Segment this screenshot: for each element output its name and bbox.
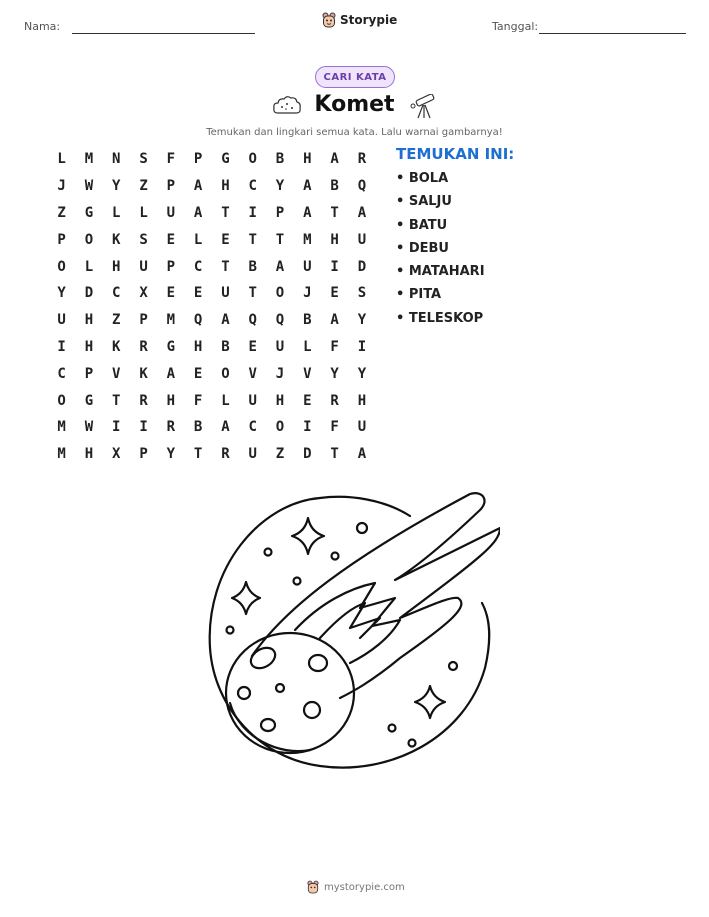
word-list-item: • PITA <box>396 287 442 303</box>
grid-cell[interactable]: C <box>193 258 203 275</box>
grid-cell[interactable]: U <box>139 258 148 275</box>
grid-cell[interactable]: O <box>275 419 285 436</box>
grid-cell[interactable]: B <box>193 419 203 436</box>
grid-cell[interactable]: E <box>330 285 339 302</box>
grid-cell[interactable]: O <box>221 365 230 382</box>
grid-cell[interactable]: H <box>193 338 203 355</box>
grid-cell[interactable]: T <box>221 258 230 275</box>
word-list-item: • DEBU <box>396 240 449 256</box>
grid-cell[interactable]: Y <box>166 446 176 463</box>
grid-cell[interactable]: Z <box>275 446 285 463</box>
grid-cell[interactable]: S <box>139 151 148 168</box>
grid-row <box>48 441 376 468</box>
grid-cell[interactable]: O <box>248 151 257 168</box>
grid-row <box>48 387 376 414</box>
grid-cell[interactable]: A <box>221 419 230 436</box>
grid-cell[interactable]: T <box>248 285 257 302</box>
grid-cell[interactable]: E <box>221 231 230 248</box>
grid-cell[interactable]: T <box>112 392 121 409</box>
word-list-title: TEMUKAN INI: <box>396 145 515 163</box>
grid-cell[interactable]: T <box>275 231 285 248</box>
grid-cell[interactable]: Q <box>193 312 203 329</box>
grid-cell[interactable]: B <box>303 312 312 329</box>
grid-cell[interactable]: L <box>221 392 230 409</box>
page-title: Komet <box>314 92 395 117</box>
grid-cell[interactable]: U <box>166 204 176 221</box>
grid-cell[interactable]: N <box>112 151 121 168</box>
grid-cell[interactable]: P <box>166 178 176 195</box>
grid-cell[interactable]: G <box>166 338 176 355</box>
grid-cell[interactable]: L <box>303 338 312 355</box>
brand <box>322 12 397 28</box>
grid-cell[interactable]: H <box>84 338 94 355</box>
grid-cell[interactable]: P <box>139 446 148 463</box>
grid-cell[interactable]: P <box>275 204 285 221</box>
grid-cell[interactable]: A <box>193 204 203 221</box>
grid-cell[interactable]: O <box>57 392 66 409</box>
grid-cell[interactable]: U <box>357 231 367 248</box>
date-label: Tanggal: <box>492 20 539 33</box>
grid-cell[interactable]: I <box>248 204 257 221</box>
word-list-item: • TELESKOP <box>396 310 484 326</box>
grid-row <box>48 280 376 307</box>
grid-cell[interactable]: Z <box>112 312 121 329</box>
grid-cell[interactable]: C <box>112 285 121 302</box>
grid-cell[interactable]: A <box>221 312 230 329</box>
grid-row <box>48 146 376 173</box>
grid-cell[interactable]: I <box>139 419 148 436</box>
grid-cell[interactable]: E <box>166 285 176 302</box>
instructions: Temukan dan lingkari semua kata. Lalu warnai gambarnya! <box>206 127 503 138</box>
grid-row <box>48 360 376 387</box>
grid-cell[interactable]: O <box>275 285 285 302</box>
grid-cell[interactable]: K <box>112 338 121 355</box>
grid-cell[interactable]: R <box>166 419 176 436</box>
grid-cell[interactable]: T <box>330 204 339 221</box>
grid-cell[interactable]: W <box>84 419 94 436</box>
grid-cell[interactable]: C <box>248 178 257 195</box>
grid-cell[interactable]: B <box>330 178 339 195</box>
grid-cell[interactable]: T <box>248 231 257 248</box>
grid-cell[interactable]: A <box>330 151 339 168</box>
grid-cell[interactable]: A <box>303 204 312 221</box>
grid-cell[interactable]: H <box>303 151 312 168</box>
grid-cell[interactable]: H <box>112 258 121 275</box>
grid-cell[interactable]: C <box>248 419 257 436</box>
grid-cell[interactable]: P <box>166 258 176 275</box>
grid-cell[interactable]: J <box>303 285 312 302</box>
grid-cell[interactable]: V <box>303 365 312 382</box>
grid-cell[interactable]: F <box>193 392 203 409</box>
grid-cell[interactable]: Q <box>275 312 285 329</box>
grid-cell[interactable]: M <box>84 151 94 168</box>
grid-cell[interactable]: I <box>57 338 66 355</box>
grid-cell[interactable]: Y <box>357 312 367 329</box>
grid-cell[interactable]: L <box>193 231 203 248</box>
grid-cell[interactable]: X <box>139 285 148 302</box>
grid-cell[interactable]: B <box>221 338 230 355</box>
storypie-logo-icon <box>322 12 336 28</box>
grid-cell[interactable]: Q <box>357 178 367 195</box>
grid-cell[interactable]: R <box>221 446 230 463</box>
grid-cell[interactable]: M <box>57 419 66 436</box>
grid-cell[interactable]: H <box>221 178 230 195</box>
grid-cell[interactable]: R <box>139 338 148 355</box>
word-search-badge: CARI KATA <box>315 66 395 88</box>
grid-row <box>48 200 376 227</box>
letter-grid <box>48 146 376 468</box>
grid-cell[interactable]: Y <box>57 285 66 302</box>
grid-cell[interactable]: O <box>57 258 66 275</box>
grid-cell[interactable]: G <box>84 204 94 221</box>
grid-cell[interactable]: H <box>330 231 339 248</box>
grid-cell[interactable]: T <box>221 204 230 221</box>
word-list-item: • BATU <box>396 217 448 233</box>
grid-row <box>48 414 376 441</box>
grid-cell[interactable]: J <box>57 178 66 195</box>
grid-cell[interactable]: K <box>139 365 148 382</box>
grid-cell[interactable]: B <box>275 151 285 168</box>
grid-cell[interactable]: U <box>248 446 257 463</box>
grid-cell[interactable]: U <box>57 312 66 329</box>
grid-cell[interactable]: I <box>112 419 121 436</box>
grid-cell[interactable]: H <box>166 392 176 409</box>
grid-row <box>48 334 376 361</box>
grid-cell[interactable]: X <box>112 446 121 463</box>
grid-cell[interactable]: Z <box>57 204 66 221</box>
grid-cell[interactable]: L <box>139 204 148 221</box>
grid-row <box>48 173 376 200</box>
grid-row <box>48 226 376 253</box>
grid-cell[interactable]: T <box>330 446 339 463</box>
name-label: Nama: <box>24 20 61 33</box>
grid-cell[interactable]: L <box>84 258 94 275</box>
grid-row <box>48 307 376 334</box>
storypie-logo-icon <box>307 880 319 894</box>
grid-cell[interactable]: E <box>193 365 203 382</box>
grid-cell[interactable]: Y <box>330 365 339 382</box>
grid-cell[interactable]: D <box>357 258 367 275</box>
grid-cell[interactable]: F <box>166 151 176 168</box>
grid-cell[interactable]: M <box>303 231 312 248</box>
grid-cell[interactable]: Y <box>112 178 121 195</box>
grid-cell[interactable]: F <box>330 419 339 436</box>
grid-cell[interactable]: P <box>193 151 203 168</box>
word-list-item: • BOLA <box>396 171 449 186</box>
grid-cell[interactable]: W <box>84 178 94 195</box>
grid-cell[interactable]: M <box>57 446 66 463</box>
word-list <box>396 171 485 334</box>
grid-cell[interactable]: E <box>193 285 203 302</box>
grid-cell[interactable]: U <box>221 285 230 302</box>
grid-cell[interactable]: J <box>275 365 285 382</box>
grid-cell[interactable]: R <box>357 151 367 168</box>
grid-cell[interactable]: G <box>84 392 94 409</box>
grid-cell[interactable]: S <box>357 285 367 302</box>
grid-cell[interactable]: L <box>112 204 121 221</box>
grid-cell[interactable]: I <box>357 338 367 355</box>
grid-cell[interactable]: U <box>248 392 257 409</box>
grid-cell[interactable]: U <box>275 338 285 355</box>
grid-cell[interactable]: M <box>166 312 176 329</box>
grid-cell[interactable]: Z <box>139 178 148 195</box>
grid-cell[interactable]: Y <box>357 365 367 382</box>
grid-cell[interactable]: A <box>357 204 367 221</box>
date-line[interactable] <box>539 33 686 34</box>
grid-cell[interactable]: H <box>84 312 94 329</box>
word-list-item: • SALJU <box>396 194 452 210</box>
grid-cell[interactable]: P <box>139 312 148 329</box>
grid-cell[interactable]: B <box>248 258 257 275</box>
grid-cell[interactable]: Q <box>248 312 257 329</box>
grid-cell[interactable]: L <box>57 151 66 168</box>
grid-cell[interactable]: V <box>112 365 121 382</box>
word-list-item: • MATAHARI <box>396 264 485 280</box>
grid-cell[interactable]: U <box>303 258 312 275</box>
grid-cell[interactable]: A <box>303 178 312 195</box>
grid-cell[interactable]: P <box>57 231 66 248</box>
grid-cell[interactable]: Y <box>275 178 285 195</box>
grid-cell[interactable]: H <box>357 392 367 409</box>
grid-cell[interactable]: V <box>248 365 257 382</box>
grid-cell[interactable]: D <box>84 285 94 302</box>
brand-name: Storypie <box>340 13 398 27</box>
grid-cell[interactable]: E <box>303 392 312 409</box>
grid-cell[interactable]: R <box>139 392 148 409</box>
grid-cell[interactable]: A <box>193 178 203 195</box>
grid-cell[interactable]: R <box>330 392 339 409</box>
grid-cell[interactable]: K <box>112 231 121 248</box>
name-line[interactable] <box>72 33 255 34</box>
grid-cell[interactable]: F <box>330 338 339 355</box>
grid-cell[interactable]: T <box>193 446 203 463</box>
grid-row <box>48 253 376 280</box>
grid-cell[interactable]: A <box>330 312 339 329</box>
grid-cell[interactable]: A <box>275 258 285 275</box>
grid-cell[interactable]: G <box>221 151 230 168</box>
grid-cell[interactable]: O <box>84 231 94 248</box>
grid-cell[interactable]: H <box>84 446 94 463</box>
grid-cell[interactable]: H <box>275 392 285 409</box>
grid-cell[interactable]: E <box>166 231 176 248</box>
grid-cell[interactable]: A <box>357 446 367 463</box>
grid-cell[interactable]: P <box>84 365 94 382</box>
grid-cell[interactable]: D <box>303 446 312 463</box>
footer <box>307 880 405 894</box>
grid-cell[interactable]: I <box>330 258 339 275</box>
grid-cell[interactable]: U <box>357 419 367 436</box>
grid-cell[interactable]: E <box>248 338 257 355</box>
telescope-icon <box>410 94 438 120</box>
grid-cell[interactable]: I <box>303 419 312 436</box>
grid-cell[interactable]: C <box>57 365 66 382</box>
grid-cell[interactable]: S <box>139 231 148 248</box>
footer-url: mystorypie.com <box>324 881 405 893</box>
comet-illustration[interactable] <box>200 488 500 778</box>
grid-cell[interactable]: A <box>166 365 176 382</box>
